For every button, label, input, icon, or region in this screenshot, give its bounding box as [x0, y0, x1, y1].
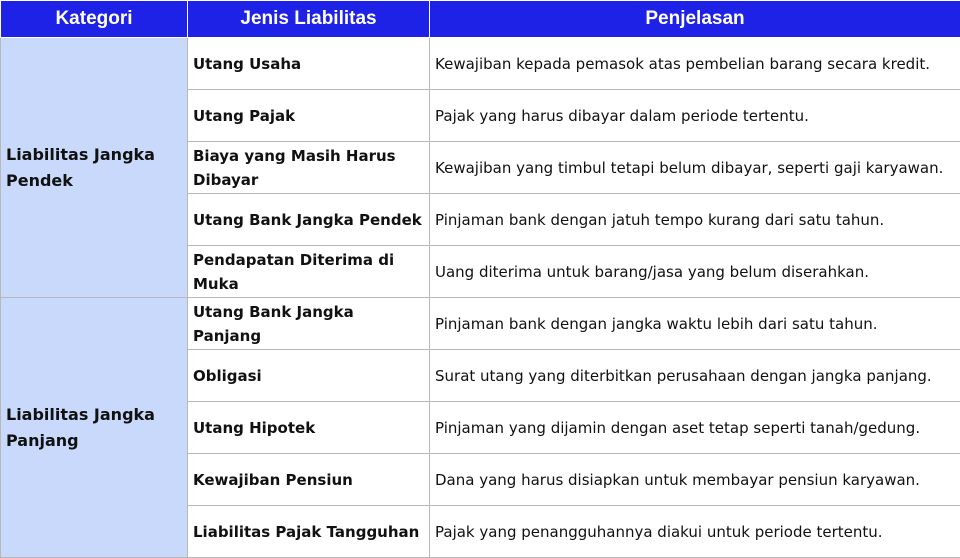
penjelasan-cell: Uang diterima untuk barang/jasa yang belum diserahkan. [430, 246, 960, 298]
table-row [1, 298, 960, 350]
penjelasan-cell: Dana yang harus disiapkan untuk membayar pensiun karyawan. [430, 454, 960, 506]
penjelasan-cell: Pajak yang penangguhannya diakui untuk periode tertentu. [430, 506, 960, 558]
jenis-cell: Utang Bank Jangka Pendek [188, 194, 430, 246]
penjelasan-cell: Kewajiban yang timbul tetapi belum dibayar, seperti gaji karyawan. [430, 142, 960, 194]
penjelasan-cell: Kewajiban kepada pemasok atas pembelian barang secara kredit. [430, 38, 960, 90]
jenis-cell: Utang Pajak [188, 90, 430, 142]
jenis-cell: Utang Bank Jangka Panjang [188, 298, 430, 350]
table-row [1, 38, 960, 90]
table-header-row [1, 1, 960, 38]
jenis-cell: Pendapatan Diterima di Muka [188, 246, 430, 298]
header-penjelasan: Penjelasan [430, 1, 960, 38]
jenis-cell: Utang Usaha [188, 38, 430, 90]
jenis-cell: Liabilitas Pajak Tangguhan [188, 506, 430, 558]
penjelasan-cell: Pinjaman bank dengan jangka waktu lebih dari satu tahun. [430, 298, 960, 350]
kategori-cell: Liabilitas Jangka Panjang [1, 298, 188, 558]
penjelasan-cell: Surat utang yang diterbitkan perusahaan dengan jangka panjang. [430, 350, 960, 402]
jenis-cell: Utang Hipotek [188, 402, 430, 454]
jenis-cell: Kewajiban Pensiun [188, 454, 430, 506]
jenis-cell: Obligasi [188, 350, 430, 402]
penjelasan-cell: Pinjaman bank dengan jatuh tempo kurang dari satu tahun. [430, 194, 960, 246]
kategori-cell: Liabilitas Jangka Pendek [1, 38, 188, 298]
jenis-cell: Biaya yang Masih Harus Dibayar [188, 142, 430, 194]
penjelasan-cell: Pajak yang harus dibayar dalam periode tertentu. [430, 90, 960, 142]
penjelasan-cell: Pinjaman yang dijamin dengan aset tetap seperti tanah/gedung. [430, 402, 960, 454]
header-kategori: Kategori [1, 1, 188, 38]
header-jenis-liabilitas: Jenis Liabilitas [188, 1, 430, 38]
